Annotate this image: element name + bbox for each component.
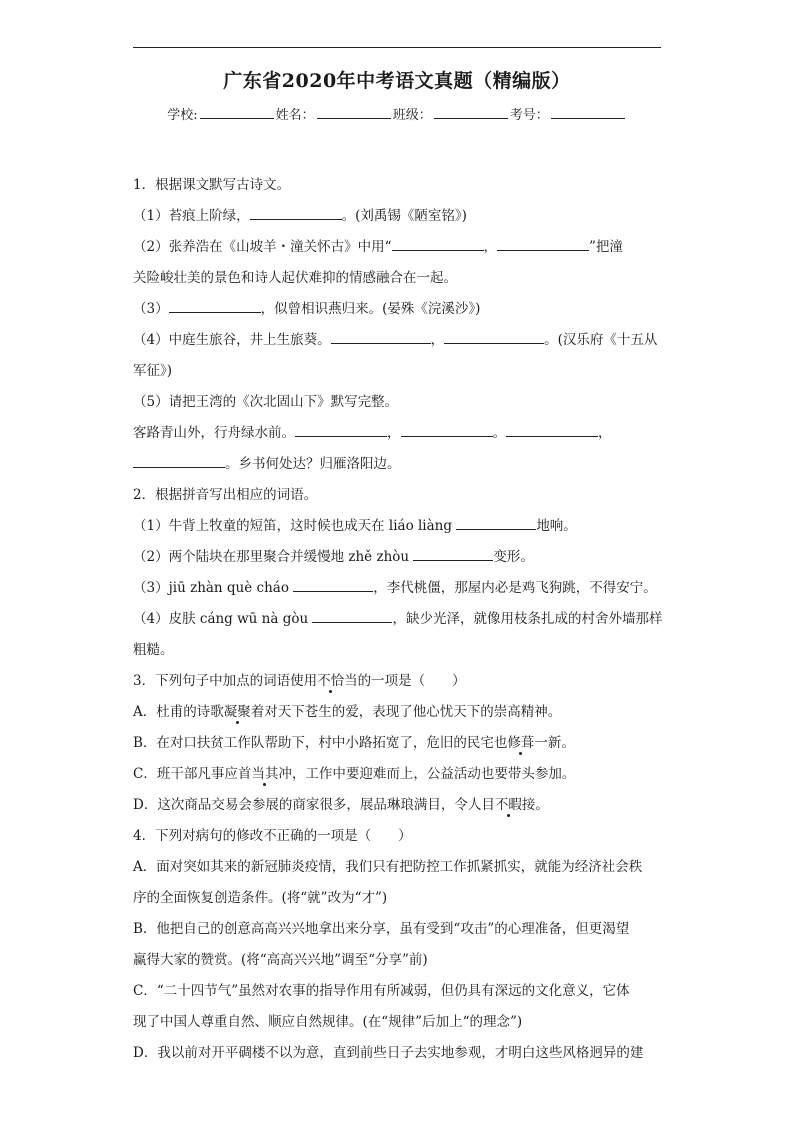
q1-5-comma-1: ， — [387, 425, 401, 441]
q1-1-text: （1）苔痕上阶绿， — [133, 208, 250, 224]
q3-d-tail: 。 — [535, 797, 549, 813]
q1-4-source: 。(汉乐府《十五从 — [544, 332, 658, 348]
q1-1-source: 。(刘禹锡《陋室铭》) — [341, 208, 467, 224]
q3-a-tail: 着对天下苍生的爱，表现了他心忧天下的崇高精神。 — [250, 704, 562, 720]
q1-item-5-line2 — [133, 452, 401, 472]
q4-option-a[interactable]: A．面对突如其来的新冠肺炎疫情，我们只有把防控工作抓紧抓实，就能为经济社会秩 — [133, 859, 643, 875]
q3-option-b[interactable] — [133, 731, 575, 751]
q1-4-comma: ， — [430, 332, 445, 348]
q2-3-text: （3）jiū zhàn què cháo — [133, 580, 289, 596]
class-field[interactable] — [434, 105, 508, 119]
q3-b-dotted: 修葺 — [507, 731, 534, 751]
q4-stem: 4．下列对病句的修改不正确的一项是（ ） — [133, 828, 412, 844]
q1-5-period: 。 — [492, 425, 506, 441]
q1-3-num: （3） — [133, 301, 169, 317]
q1-5-blank-1[interactable] — [295, 424, 387, 437]
school-label: 学校: — [167, 108, 198, 123]
q3-option-d[interactable] — [133, 793, 549, 813]
q3-d-text: D．这次商品交易会参展的商家很多，展品琳琅满目，令人 — [133, 797, 482, 813]
q3-a-text: A．杜甫的诗歌 — [133, 704, 224, 720]
q2-item-4 — [133, 607, 662, 627]
q1-item-2-cont: 关险峻壮美的景色和诗人起伏难抑的情感融合在一起。 — [133, 270, 457, 286]
q1-5-blank-3[interactable] — [506, 424, 598, 437]
q1-item-2 — [133, 235, 623, 255]
q3-stem-a: 3．下列句子中加点的词语使用 — [133, 673, 318, 689]
q2-1-text: （1）牛背上牧童的短笛，这时候也成天在 liáo liàng — [133, 518, 453, 534]
q1-5-comma-2: ， — [598, 425, 612, 441]
q3-c-tail: ，工作中要迎难而上，公益活动也要带头参加。 — [291, 766, 576, 782]
q2-stem: 2．根据拼音写出相应的词语。 — [133, 487, 318, 503]
q1-4-text: （4）中庭生旅谷，井上生旅葵。 — [133, 332, 331, 348]
q3-stem-dotted: 不恰 — [317, 669, 344, 689]
q1-item-4-cont: 军征》) — [133, 363, 173, 379]
q2-3-tail: ，李代桃僵，那屋内必是鸡飞狗跳，不得安宁。 — [373, 580, 657, 596]
q1-2-comma: ， — [483, 239, 497, 255]
q3-a-dotted: 凝聚 — [224, 700, 251, 720]
q4-option-b[interactable]: B．他把自己的创意高高兴兴地拿出来分享，虽有受到“攻击”的心理准备，但更渴望 — [133, 921, 630, 937]
q4-option-a-cont: 序的全面恢复创造条件。(将“就”改为“才”) — [133, 890, 388, 906]
q3-option-c[interactable] — [133, 762, 575, 782]
name-label: 姓名： — [275, 108, 315, 123]
q2-1-blank[interactable] — [456, 517, 536, 530]
q4-option-c-cont: 现了中国人尊重自然、顺应自然规律。(在“规律”后加上“的理念”) — [133, 1014, 523, 1030]
q4-option-d[interactable]: D．我以前对开平碉楼不以为意，直到前些日子去实地参观，才明白这些风格迥异的建 — [133, 1045, 644, 1061]
q2-4-text: （4）皮肤 cáng wū nà gòu — [133, 611, 309, 627]
q1-5-ending: 。乡书何处达？归雁洛阳边。 — [225, 456, 401, 472]
class-label: 班级： — [392, 108, 432, 123]
q4-option-b-cont: 赢得大家的赞赏。(将“高高兴兴地”调至“分享”前) — [133, 952, 428, 968]
q2-item-1 — [133, 514, 577, 534]
q1-2-blank-1[interactable] — [392, 238, 484, 251]
q2-1-tail: 地响。 — [536, 518, 577, 534]
school-field[interactable] — [200, 105, 274, 119]
q3-b-text: B．在对口扶贫工作队帮助下，村中小路拓宽了，危旧的民宅也 — [133, 735, 508, 751]
q1-3-blank[interactable] — [169, 300, 261, 313]
q3-option-a[interactable] — [133, 700, 561, 720]
id-label: 考号： — [509, 108, 549, 123]
student-info-line — [0, 104, 794, 123]
q3-stem — [133, 669, 466, 689]
header-rule — [133, 47, 661, 48]
id-field[interactable] — [551, 105, 625, 119]
q2-2-blank[interactable] — [413, 548, 493, 561]
q1-item-5: （5）请把王湾的《次北固山下》默写完整。 — [133, 394, 399, 410]
name-field[interactable] — [317, 105, 391, 119]
q2-2-text: （2）两个陆块在那里聚合并缓慢地 zhě zhòu — [133, 549, 410, 565]
q1-1-blank[interactable] — [250, 207, 342, 220]
q1-2-blank-2[interactable] — [497, 238, 589, 251]
q2-item-2 — [133, 545, 534, 565]
q2-3-blank[interactable] — [293, 579, 373, 592]
page-title: 广东省2020年中考语文真题（精编版） — [223, 70, 571, 92]
q2-2-tail: 变形。 — [493, 549, 534, 565]
q3-c-text: C．班干部凡事应 — [133, 766, 238, 782]
q3-b-tail: 一新。 — [534, 735, 575, 751]
q3-c-dotted: 首当其冲 — [238, 762, 292, 782]
q1-5-given: 客路青山外，行舟绿水前。 — [133, 425, 295, 441]
q1-5-blank-2[interactable] — [401, 424, 493, 437]
q2-4-tail: ，缺少光泽，就像用枝条扎成的村舍外墙那样 — [392, 611, 663, 627]
q1-4-blank-2[interactable] — [444, 331, 544, 344]
q1-4-blank-1[interactable] — [331, 331, 431, 344]
q2-item-3 — [133, 576, 657, 596]
q1-item-3 — [133, 297, 480, 317]
q1-3-text: ，似曾相识燕归来。(晏殊《浣溪沙》) — [260, 301, 481, 317]
q1-2-tail: ”把潼 — [589, 239, 623, 255]
q2-item-4-cont: 粗糙。 — [133, 642, 174, 658]
q3-d-dotted: 目不暇接 — [481, 793, 535, 813]
q3-stem-b: 当的一项是（ ） — [344, 673, 466, 689]
q1-item-5-line1 — [133, 421, 612, 441]
q1-item-4 — [133, 328, 657, 348]
q4-option-c[interactable]: C．“二十四节气”虽然对农事的指导作用有所减弱，但仍具有深远的文化意义，它体 — [133, 983, 630, 999]
q1-item-1 — [133, 204, 467, 224]
q1-2-text: （2）张养浩在《山坡羊・潼关怀古》中用“ — [133, 239, 392, 255]
q1-5-blank-4[interactable] — [133, 455, 225, 468]
q2-4-blank[interactable] — [312, 610, 392, 623]
q1-stem: 1．根据课文默写古诗文。 — [133, 177, 291, 193]
